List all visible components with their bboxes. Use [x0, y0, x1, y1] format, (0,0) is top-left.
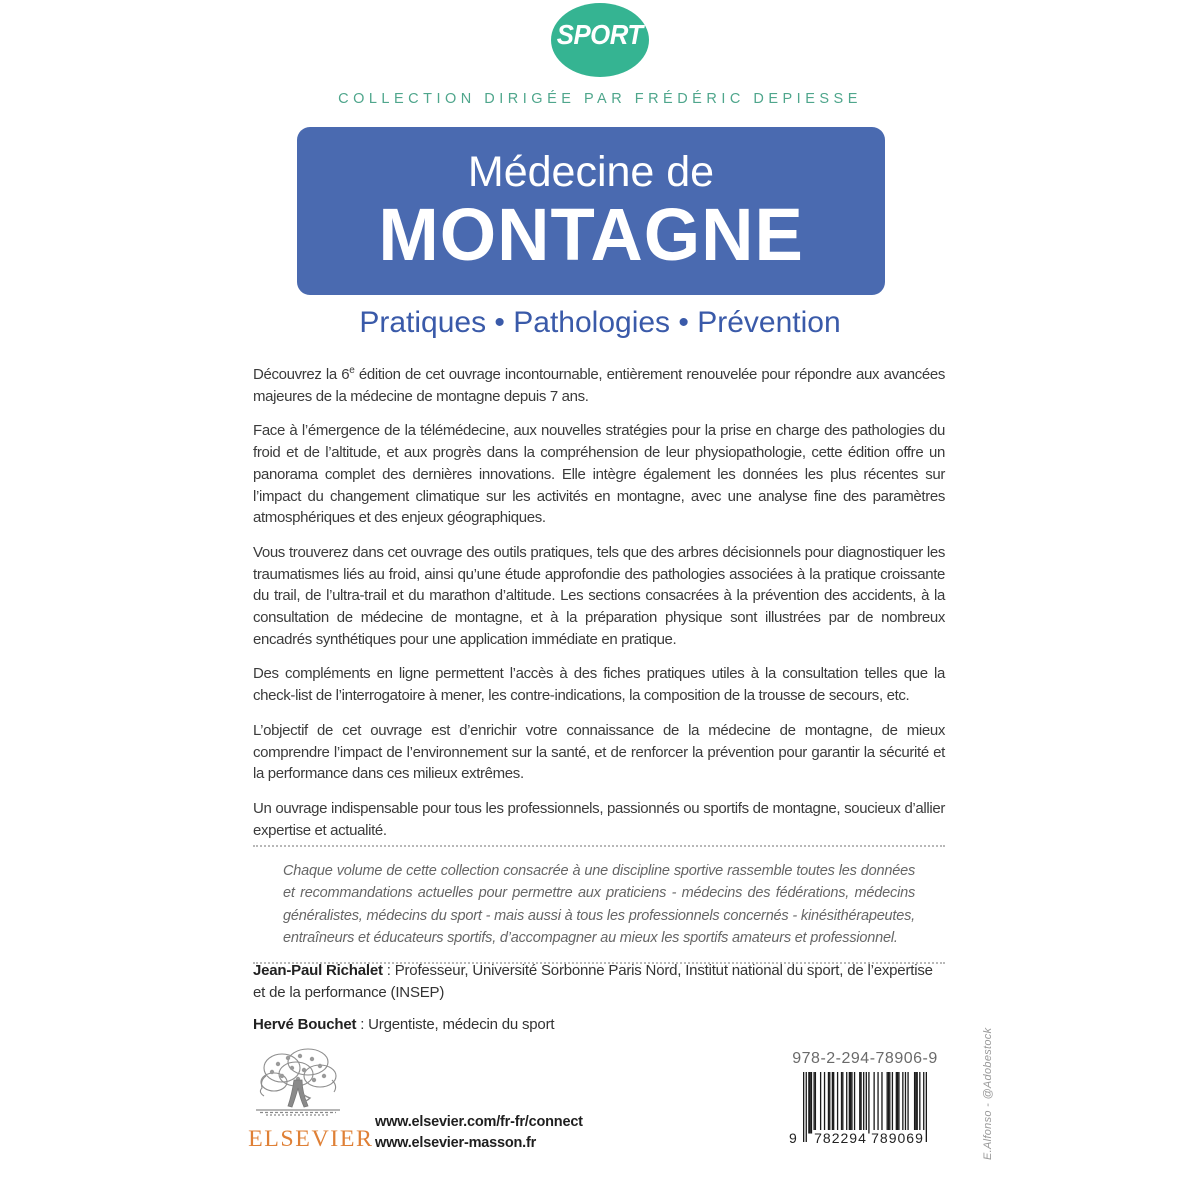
- description-paragraph-3: Vous trouverez dans cet ouvrage des outils pratiques, tels que des arbres décisionnels pour diagnostiquer les traumatismes liés au froid, ainsi qu’une étude approfondie des pathologies associées à la pratique croissante du trail, de l’ultra-trail et du marathon d’altitude. Les sections consacrées à la prévention des accidents, à la consultation de médecine de montagne, et à la préparation physique sont illustrées par de nombreux encadrés synthétiques pour une application immédiate en pratique.: [253, 543, 945, 648]
- collection-note-box: Chaque volume de cette collection consacrée à une discipline sportive rassemble toutes les données et recommandations actuelles pour permettre aux praticiens - médecins des fédérations, médecins généralistes, médecins du sport - mais aussi à tous les professionnels concernés - kinésithérapeutes, entraîneurs et éducateurs sportifs, d’accompagner au mieux les sportifs amateurs et professionnel.: [253, 845, 945, 964]
- photo-credit: E.Alfonso - @Adobestock: [982, 1027, 994, 1160]
- description-paragraph-5: L’objectif de cet ouvrage est d’enrichir votre connaissance de la médecine de montagne, de mieux comprendre l’impact de l’environnement sur la santé, et de renforcer la prévention pour garantir la sécurité et la performance dans ces milieux extrêmes.: [253, 721, 945, 783]
- sport-collection-badge: [551, 3, 649, 77]
- author-description: Urgentiste, médecin du sport: [368, 1016, 555, 1033]
- collection-director-line: COLLECTION DIRIGÉE PAR FRÉDÉRIC DEPIESSE: [338, 91, 862, 107]
- description-paragraph-4: Des compléments en ligne permettent l’accès à des fiches pratiques utiles à la consultation telles que la check-list de l’interrogatoire à mener, les contre-indications, la composition de la trousse de secours, etc.: [253, 665, 945, 705]
- author-row: [253, 1014, 945, 1036]
- url-elsevier-masson: www.elsevier-masson.fr: [375, 1135, 537, 1151]
- title-line-2: MONTAGNE: [378, 193, 804, 276]
- isbn-number: 978-2-294-78906-9: [792, 1050, 938, 1067]
- barcode-digit-first: 9: [789, 1130, 798, 1146]
- barcode-digit-group-right: 789069: [871, 1130, 924, 1146]
- barcode-digit-group-left: 782294: [814, 1130, 867, 1146]
- subtitle: Pratiques • Pathologies • Prévention: [359, 306, 841, 339]
- p1-text-before: Découvrez la 6: [253, 366, 350, 383]
- author-description: Professeur, Université Sorbonne Paris Nord, Institut national du sport, de l’expertise et de la performance (INSEP): [253, 962, 933, 1001]
- p1-superscript: e: [349, 365, 355, 376]
- url-elsevier-connect: www.elsevier.com/fr-fr/connect: [375, 1114, 583, 1130]
- publisher-logo: [248, 1046, 374, 1152]
- author-separator: :: [382, 962, 395, 979]
- author-name: Jean-Paul Richalet: [253, 962, 383, 979]
- sport-badge-label: SPORT: [557, 19, 643, 50]
- elsevier-tree-icon: [252, 1046, 344, 1124]
- title-line-1: Médecine de: [467, 148, 715, 196]
- description-paragraph-1: [253, 364, 945, 407]
- description-paragraph-6: Un ouvrage indispensable pour tous les professionnels, passionnés ou sportifs de montagne, soucieux d’allier expertise et actualité.: [253, 799, 945, 839]
- barcode-digits: [790, 1130, 940, 1148]
- author-separator: :: [356, 1016, 369, 1033]
- title-banner: [297, 127, 885, 295]
- author-row: [253, 960, 945, 1004]
- publisher-urls: [375, 1112, 583, 1154]
- publisher-name: ELSEVIER: [248, 1126, 374, 1151]
- description-paragraph-2: Face à l’émergence de la télémédecine, aux nouvelles stratégies pour la prise en charge des pathologies du froid et de l’altitude, et aux progrès dans la compréhension de leur physiopathologie, cette édition offre un panorama complet des dernières innovations. Elle intègre également les données les plus récentes sur l’impact du changement climatique sur les activités en montagne, avec une analyse fine des paramètres atmosphériques et des enjeux géographiques.: [253, 422, 945, 527]
- authors-section: [253, 960, 945, 1046]
- p1-text-after: édition de cet ouvrage incontournable, entièrement renouvelée pour répondre aux avancées majeures de la médecine de montagne depuis 7 ans.: [253, 366, 945, 405]
- isbn-block: [790, 1050, 940, 1148]
- author-name: Hervé Bouchet: [253, 1016, 357, 1033]
- back-cover-description: [253, 364, 945, 854]
